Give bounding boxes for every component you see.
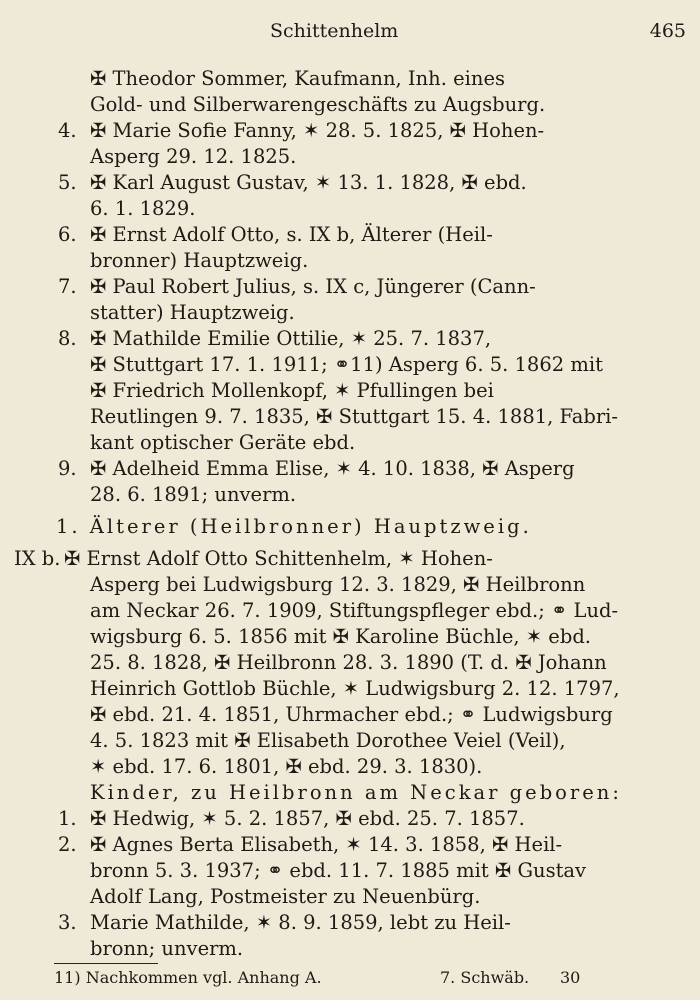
line-text: ✠ Mathilde Emilie Ottilie, ✶ 25. 7. 1837,	[90, 327, 492, 350]
footnote: 11) Nachkommen vgl. Anhang A.	[54, 968, 322, 987]
line-text: Gold- und Silberwarengeschäfts zu Augsburg.	[90, 93, 546, 116]
line-text: Asperg bei Ludwigsburg 12. 3. 1829, ✠ Heilbronn	[90, 573, 586, 596]
line-text: ✠ Hedwig, ✶ 5. 2. 1857, ✠ ebd. 25. 7. 1857.	[90, 807, 525, 830]
entry-number: 6.	[58, 223, 77, 246]
line-text: ✠ Stuttgart 17. 1. 1911; ⚭11) Asperg 6. 5. 1862 mit	[90, 353, 603, 376]
line-text: 1. Älterer (Heilbronner) Hauptzweig.	[56, 515, 532, 538]
line-text: Adolf Lang, Postmeister zu Neuenbürg.	[90, 885, 481, 908]
entry-number: 5.	[58, 171, 77, 194]
line-text: bronn 5. 3. 1937; ⚭ ebd. 11. 7. 1885 mit ✠ Gustav	[90, 859, 587, 882]
running-header	[0, 16, 700, 50]
line-text: ✠ Ernst Adolf Otto Schittenhelm, ✶ Hohen-	[64, 547, 493, 570]
line-text: 28. 6. 1891; unverm.	[90, 483, 297, 506]
entry-number: IX b.	[14, 547, 61, 570]
line-text: Asperg 29. 12. 1825.	[90, 145, 297, 168]
line-text: ✠ Ernst Adolf Otto, s. IX b, Älterer (Heil-	[90, 223, 493, 246]
line-text: statter) Hauptzweig.	[90, 301, 295, 324]
line-text: Heinrich Gottlob Büchle, ✶ Ludwigsburg 2. 12. 1797,	[90, 677, 620, 700]
entry-number: 3.	[58, 911, 77, 934]
line-text: Reutlingen 9. 7. 1835, ✠ Stuttgart 15. 4. 1881, Fabri-	[90, 405, 618, 428]
line-text: ✠ ebd. 21. 4. 1851, Uhrmacher ebd.; ⚭ Ludwigsburg	[90, 703, 613, 726]
printer-signature: 7. Schwäb.	[440, 968, 530, 987]
line-text: Kinder, zu Heilbronn am Neckar geboren:	[90, 781, 622, 804]
line-text: ✠ Theodor Sommer, Kaufmann, Inh. eines	[90, 67, 506, 90]
line-text: bronner) Hauptzweig.	[90, 249, 309, 272]
line-text: kant optischer Geräte ebd.	[90, 431, 356, 454]
line-text: ✠ Marie Sofie Fanny, ✶ 28. 5. 1825, ✠ Hohen-	[90, 119, 545, 142]
entry-number: 2.	[58, 833, 77, 856]
line-text: ✶ ebd. 17. 6. 1801, ✠ ebd. 29. 3. 1830).	[90, 755, 483, 778]
line-text: bronn; unverm.	[90, 937, 244, 960]
entry-number: 1.	[58, 807, 77, 830]
entry-number: 4.	[58, 119, 77, 142]
line-text: ✠ Adelheid Emma Elise, ✶ 4. 10. 1838, ✠ Asperg	[90, 457, 575, 480]
line-text: Marie Mathilde, ✶ 8. 9. 1859, lebt zu Heil-	[90, 911, 511, 934]
line-text: ✠ Karl August Gustav, ✶ 13. 1. 1828, ✠ ebd.	[90, 171, 527, 194]
running-title: Schittenhelm	[270, 20, 399, 42]
entry-number: 9.	[58, 457, 77, 480]
line-text: 4. 5. 1823 mit ✠ Elisabeth Dorothee Veiel (Veil),	[90, 729, 566, 752]
line-text: 25. 8. 1828, ✠ Heilbronn 28. 3. 1890 (T. d. ✠ Johann	[90, 651, 607, 674]
entry-number: 7.	[58, 275, 77, 298]
entry-number: 8.	[58, 327, 77, 350]
sheet-number: 30	[560, 968, 581, 987]
footnote-rule	[54, 963, 158, 964]
line-text: wigsburg 6. 5. 1856 mit ✠ Karoline Büchle, ✶ ebd.	[90, 625, 592, 648]
line-text: ✠ Paul Robert Julius, s. IX c, Jüngerer (Cann-	[90, 275, 536, 298]
page-number: 465	[649, 20, 686, 42]
line-text: am Neckar 26. 7. 1909, Stiftungspfleger ebd.; ⚭ Lud-	[90, 599, 619, 622]
line-text: 6. 1. 1829.	[90, 197, 196, 220]
line-text: ✠ Agnes Berta Elisabeth, ✶ 14. 3. 1858, ✠ Heil-	[90, 833, 563, 856]
line-text: ✠ Friedrich Mollenkopf, ✶ Pfullingen bei	[90, 379, 494, 402]
